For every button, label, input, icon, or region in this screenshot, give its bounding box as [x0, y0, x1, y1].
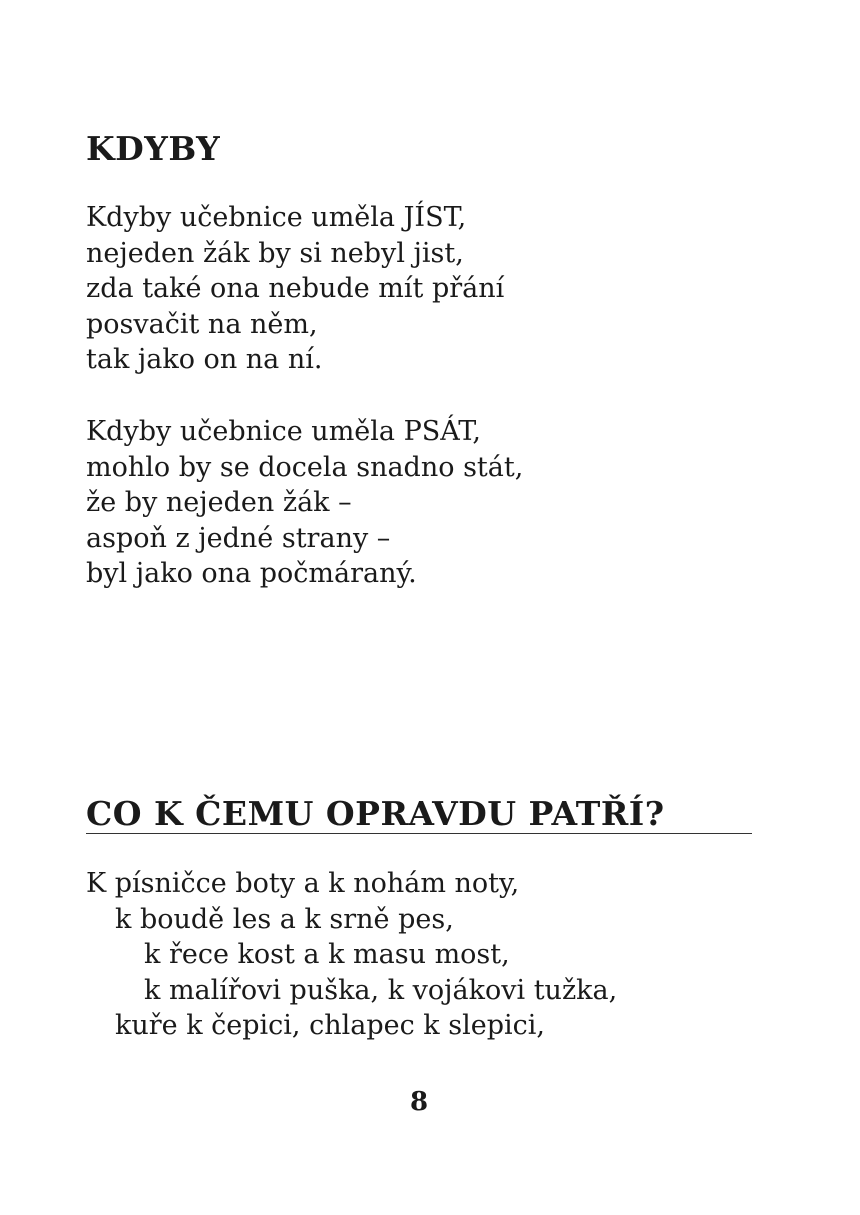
poem-stanza: [86, 866, 617, 1044]
poem-line: kuře k čepici, chlapec k slepici,: [115, 1010, 545, 1041]
poem-line: aspoň z jedné strany –: [86, 522, 391, 554]
page-number: 8: [409, 1087, 429, 1117]
poem-line: nejeden žák by si nebyl jist,: [86, 237, 464, 269]
poem-line: posvačit na něm,: [86, 308, 318, 340]
poem-line: Kdyby učebnice uměla JÍST,: [86, 202, 467, 233]
poem-line: k malířovi puška, k vojákovi tužka,: [144, 974, 618, 1006]
poem-line: tak jako on na ní.: [86, 344, 323, 375]
poem-line: Kdyby učebnice uměla PSÁT,: [86, 416, 481, 447]
poem-line: K písničce boty a k nohám noty,: [86, 868, 520, 899]
poem-line: k řece kost a k masu most,: [144, 939, 510, 970]
poem-line: mohlo by se docela snadno stát,: [86, 451, 524, 483]
poem-title-kdyby: KDYBY: [86, 129, 221, 168]
poem-line: byl jako ona počmáraný.: [86, 558, 417, 589]
poem-line: že by nejeden žák –: [86, 487, 352, 518]
poem-line: k boudě les a k srně pes,: [115, 903, 454, 935]
poem-stanza: [86, 414, 523, 592]
poem-line: zda také ona nebude mít přání: [86, 273, 505, 304]
poem-title-co-k-cemu: CO K ČEMU OPRAVDU PATŘÍ?: [86, 794, 665, 833]
title-underline-divider: [86, 833, 752, 834]
poem-stanza: [86, 200, 504, 378]
